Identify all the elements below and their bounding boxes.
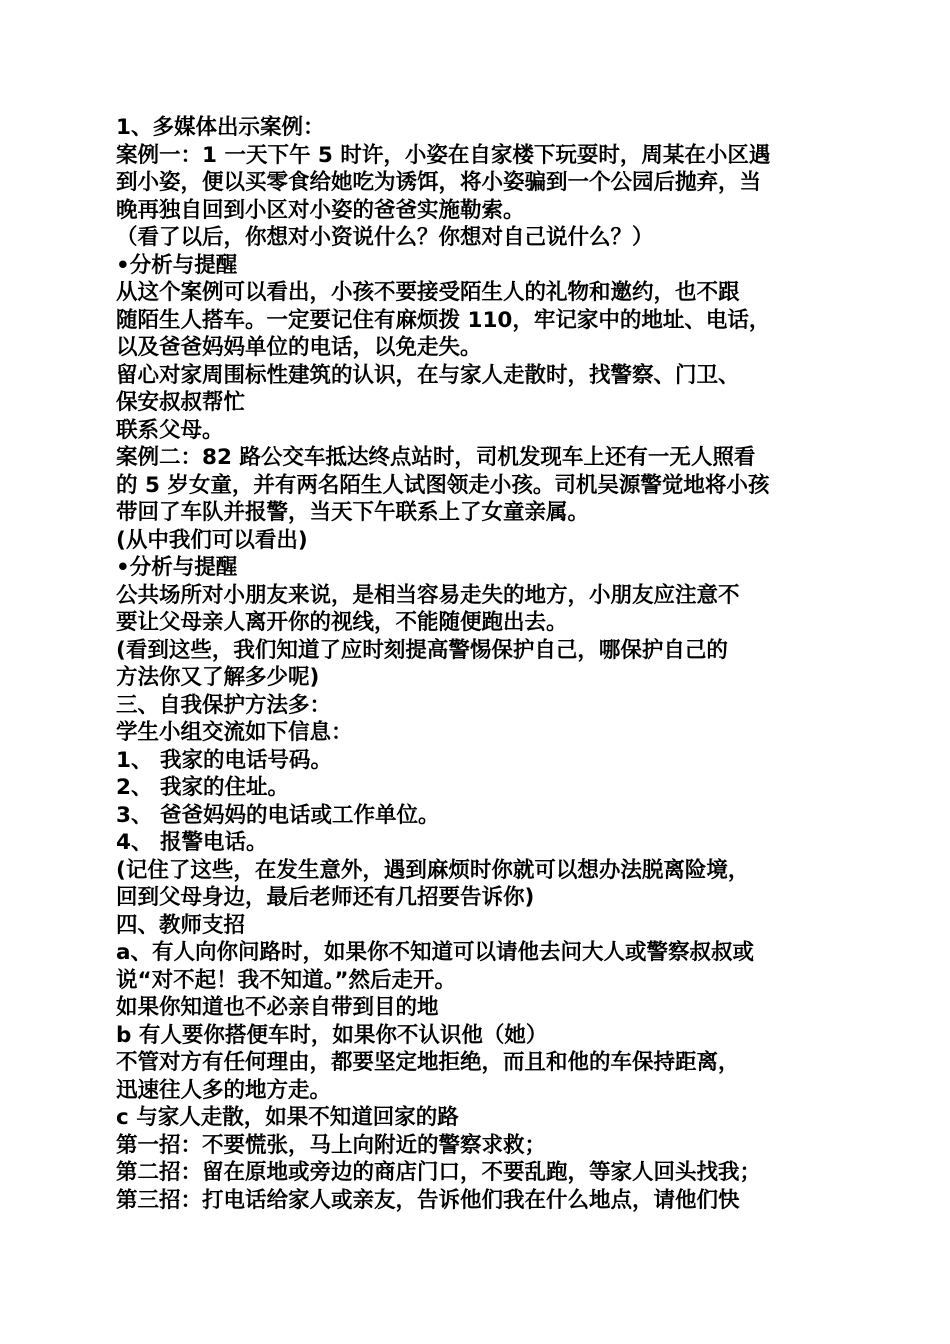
text-line: 如果你知道也不必亲自带到目的地	[116, 995, 439, 1020]
text-line: 留心对家周围标性建筑的认识，在与家人走散时，找警察、门卫、	[116, 362, 740, 388]
text-line: b 有人要你搭便车时，如果你不认识他（她）	[116, 1022, 548, 1048]
text-line: 不管对方有任何理由，都要坚定地拒绝，而且和他的车保持距离，	[116, 1050, 740, 1075]
list-item: 第一招：不要慌张，马上向附近的警察求救；	[116, 1132, 547, 1158]
text-line: c 与家人走散，如果不知道回家的路	[116, 1105, 459, 1130]
section-heading: •分析与提醒	[116, 555, 238, 580]
text-line: 迅速往人多的地方走。	[116, 1077, 332, 1103]
text-line: 方法你又了解多少呢)	[116, 665, 320, 690]
section-heading: 三、自我保护方法多：	[116, 692, 332, 718]
text-line: (从中我们可以看出)	[116, 527, 308, 553]
list-item: 4、 报警电话。	[116, 830, 268, 855]
list-item: 1、 我家的电话号码。	[116, 747, 332, 773]
text-line: 以及爸爸妈妈单位的电话，以免走失。	[116, 335, 482, 360]
text-line: 晚再独自回到小区对小姿的爸爸实施勒索。	[116, 197, 525, 223]
text-line: （看了以后，你想对小资说什么？你想对自己说什么？）	[116, 225, 654, 250]
text-line: 1、多媒体出示案例：	[116, 115, 325, 140]
text-line: 公共场所对小朋友来说，是相当容易走失的地方，小朋友应注意不	[116, 582, 740, 608]
text-line: 案例一：1 一天下午 5 时许，小姿在自家楼下玩耍时，周某在小区遇	[116, 142, 771, 168]
text-line: 要让父母亲人离开你的视线，不能随便跑出去。	[116, 610, 568, 635]
text-line: 从这个案例可以看出，小孩不要接受陌生人的礼物和邀约，也不跟	[116, 280, 740, 305]
list-item: 第二招：留在原地或旁边的商店门口，不要乱跑，等家人回头找我；	[116, 1160, 762, 1185]
text-line: (看到这些，我们知道了应时刻提高警惕保护自己，哪保护自己的	[116, 637, 728, 663]
text-line: 保安叔叔帮忙	[116, 390, 246, 415]
text-line: 带回了车队并报警，当天下午联系上了女童亲属。	[116, 500, 590, 525]
text-line: 案例二：82 路公交车抵达终点站时，司机发现车上还有一无人照看	[116, 445, 756, 470]
document-body	[116, 114, 838, 1214]
section-heading: •分析与提醒	[116, 252, 238, 278]
text-line: 说“对不起！我不知道。”然后走开。	[116, 967, 457, 993]
list-item: 2、 我家的住址。	[116, 775, 289, 800]
text-line: 联系父母。	[116, 417, 224, 443]
text-line: (记住了这些，在发生意外，遇到麻烦时你就可以想办法脱离险境，	[116, 857, 750, 883]
text-line: 的 5 岁女童，并有两名陌生人试图领走小孩。司机吴源警觉地将小孩	[116, 472, 770, 498]
list-item: 第三招：打电话给家人或亲友，告诉他们我在什么地点，请他们快	[116, 1187, 740, 1213]
section-heading: 四、教师支招	[116, 912, 246, 938]
text-line: a、有人向你问路时，如果你不知道可以请他去问大人或警察叔叔或	[116, 940, 755, 965]
text-line: 回到父母身边，最后老师还有几招要告诉你)	[116, 885, 535, 910]
text-line: 随陌生人搭车。一定要记住有麻烦拨 110，牢记家中的地址、电话，	[116, 307, 771, 333]
text-line: 到小姿，便以买零食给她吃为诱饵，将小姿骗到一个公园后抛弃，当	[116, 170, 762, 195]
text-line: 学生小组交流如下信息：	[116, 720, 353, 745]
list-item: 3、 爸爸妈妈的电话或工作单位。	[116, 802, 440, 828]
